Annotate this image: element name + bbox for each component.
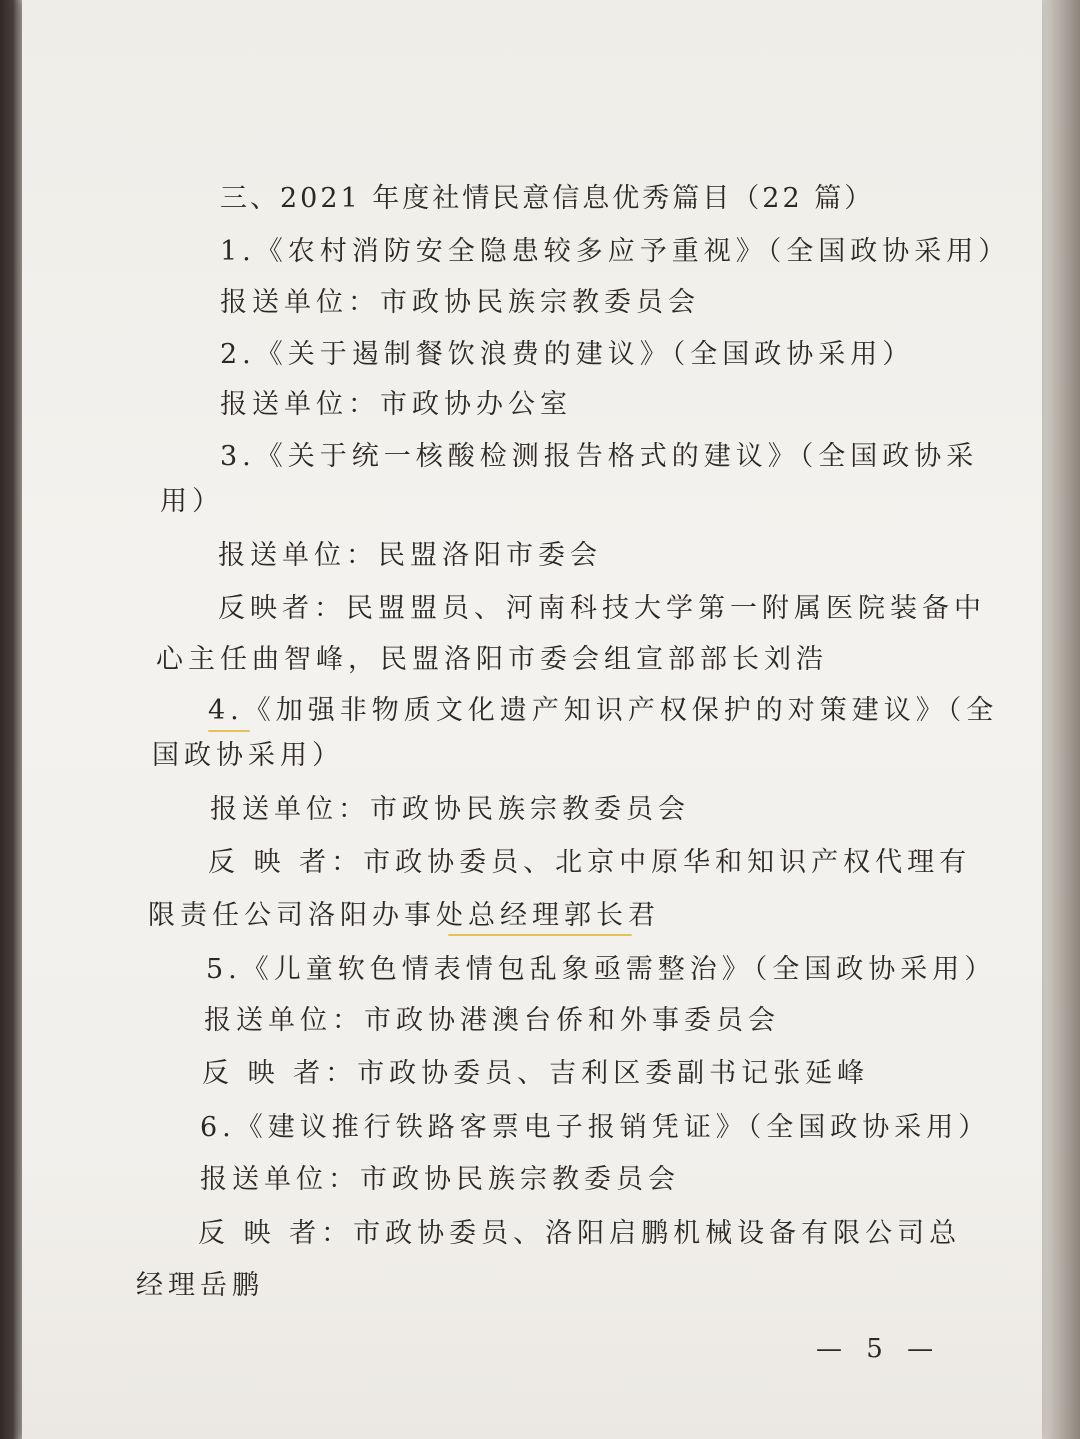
document-page [22, 0, 1042, 1439]
item-3-reporter: 反映者：民盟盟员、河南科技大学第一附属医院装备中 [218, 593, 986, 624]
item-6-reporter-cont: 经理岳鹏 [136, 1270, 264, 1301]
item-3-title: 3.《关于统一核酸检测报告格式的建议》（全国政协采 [220, 441, 979, 472]
item-3-title-cont: 用） [160, 486, 224, 517]
item-1-submitter: 报送单位：市政协民族宗教委员会 [220, 287, 700, 318]
item-4-reporter: 反 映 者：市政协委员、北京中原华和知识产权代理有 [208, 847, 972, 878]
item-2-title: 2.《关于遏制餐饮浪费的建议》（全国政协采用） [220, 339, 915, 370]
page-number: — 5 — [816, 1334, 942, 1364]
item-6-submitter: 报送单位：市政协民族宗教委员会 [200, 1164, 680, 1195]
item-5-reporter: 反 映 者：市政协委员、吉利区委副书记张延峰 [202, 1058, 870, 1089]
item-4-title: 4.《加强非物质文化遗产知识产权保护的对策建议》（全 [208, 695, 999, 726]
item-6-reporter: 反 映 者：市政协委员、洛阳启鹏机械设备有限公司总 [198, 1218, 962, 1249]
item-5-title: 5.《儿童软色情表情包乱象亟需整治》（全国政协采用） [206, 954, 997, 985]
item-2-submitter: 报送单位：市政协办公室 [220, 389, 572, 420]
item-5-submitter: 报送单位：市政协港澳台侨和外事委员会 [204, 1005, 780, 1036]
item-4-submitter: 报送单位：市政协民族宗教委员会 [210, 794, 690, 825]
item-1-title: 1.《农村消防安全隐患较多应予重视》（全国政协采用） [220, 236, 1011, 267]
item-6-title: 6.《建议推行铁路客票电子报销凭证》（全国政协采用） [200, 1112, 991, 1143]
reporter-name-highlight [448, 934, 632, 936]
item-4-title-cont: 国政协采用） [152, 740, 344, 771]
item-3-reporter-cont: 心主任曲智峰，民盟洛阳市委会组宣部部长刘浩 [156, 644, 828, 675]
section-heading: 三、2021 年度社情民意信息优秀篇目（22 篇） [220, 183, 875, 214]
item-3-submitter: 报送单位：民盟洛阳市委会 [218, 540, 602, 571]
item-4-reporter-cont: 限责任公司洛阳办事处总经理郭长君 [148, 900, 660, 931]
item-4-number-highlight [208, 730, 250, 732]
